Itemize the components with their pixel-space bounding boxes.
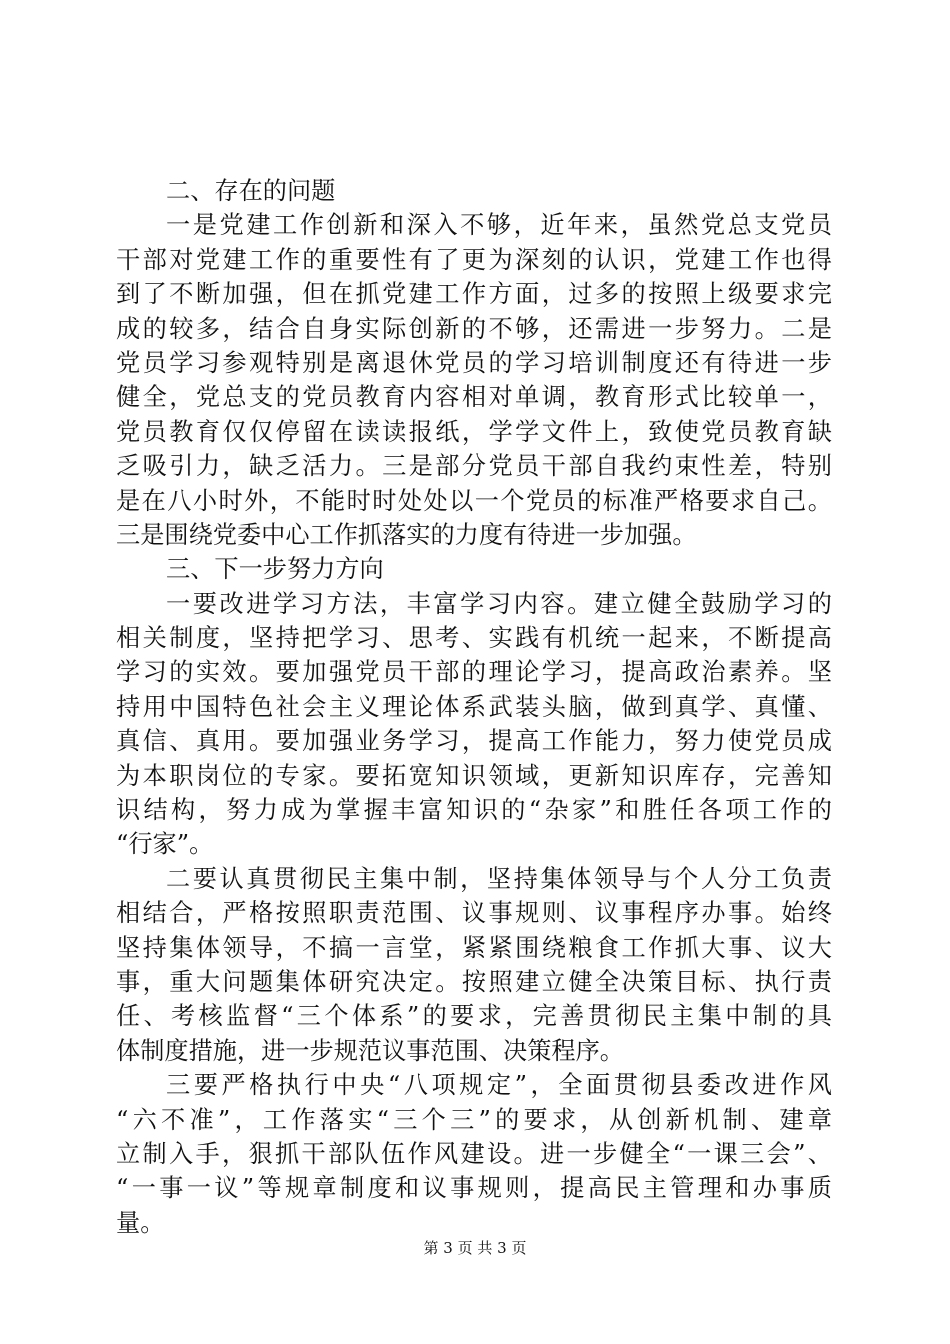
text-line: 二、存在的问题 [166, 177, 336, 205]
text-line: “一事一议”等规章制度和议事规则，提高民主管理和办事质 [116, 1174, 832, 1203]
text-line: 体制度措施，进一步规范议事范围、决策程序。 [116, 1036, 624, 1065]
text-line: 相关制度，坚持把学习、思考、实践有机统一起来，不断提高 [116, 624, 832, 653]
text-line: 识结构，努力成为掌握丰富知识的“杂家”和胜任各项工作的 [116, 796, 832, 825]
text-line: 三是围绕党委中心工作抓落实的力度有待进一步加强。 [116, 520, 697, 549]
text-line: 任、考核监督“三个体系”的要求，完善贯彻民主集中制的具 [116, 1002, 832, 1031]
text-line: 一要改进学习方法，丰富学习内容。建立健全鼓励学习的 [166, 589, 832, 618]
text-line: 三、下一步努力方向 [166, 555, 384, 584]
text-line: 持用中国特色社会主义理论体系武装头脑，做到真学、真懂、 [116, 692, 832, 721]
text-line: 乏吸引力，缺乏活力。三是部分党员干部自我约束性差，特别 [116, 452, 832, 481]
text-line: 成的较多，结合自身实际创新的不够，还需进一步努力。二是 [116, 314, 832, 343]
text-line: 坚持集体领导，不搞一言堂，紧紧围绕粮食工作抓大事、议大 [116, 933, 832, 962]
text-line: 是在八小时外，不能时时处处以一个党员的标准严格要求自己。 [116, 486, 832, 515]
text-line: 立制入手，狠抓干部队伍作风建设。进一步健全“一课三会”、 [116, 1139, 832, 1168]
text-line: 一是党建工作创新和深入不够，近年来，虽然党总支党员 [166, 211, 832, 240]
text-line: 二要认真贯彻民主集中制，坚持集体领导与个人分工负责 [166, 864, 832, 893]
text-line: “行家”。 [116, 830, 214, 859]
text-line: 事，重大问题集体研究决定。按照建立健全决策目标、执行责 [116, 967, 832, 996]
text-line: 真信、真用。要加强业务学习，提高工作能力，努力使党员成 [116, 727, 832, 756]
text-line: 干部对党建工作的重要性有了更为深刻的认识，党建工作也得 [116, 245, 832, 274]
text-line: 学习的实效。要加强党员干部的理论学习，提高政治素养。坚 [116, 658, 832, 687]
text-line: 党员教育仅仅停留在读读报纸，学学文件上，致使党员教育缺 [116, 417, 832, 446]
text-line: 为本职岗位的专家。要拓宽知识领域，更新知识库存，完善知 [116, 761, 832, 790]
text-line: 到了不断加强，但在抓党建工作方面，过多的按照上级要求完 [116, 280, 832, 309]
text-line: 相结合，严格按照职责范围、议事规则、议事程序办事。始终 [116, 899, 832, 928]
text-line: 三要严格执行中央“八项规定”，全面贯彻县委改进作风 [166, 1071, 832, 1100]
document-body [116, 174, 832, 1240]
text-line: 量。 [116, 1208, 165, 1237]
text-line: 健全，党总支的党员教育内容相对单调，教育形式比较单一， [116, 383, 832, 412]
page-footer: 第 3 页 共 3 页 [423, 1239, 527, 1257]
text-line: “六不准”，工作落实“三个三”的要求，从创新机制、建章 [116, 1105, 832, 1134]
text-line: 党员学习参观特别是离退休党员的学习培训制度还有待进一步 [116, 348, 832, 377]
